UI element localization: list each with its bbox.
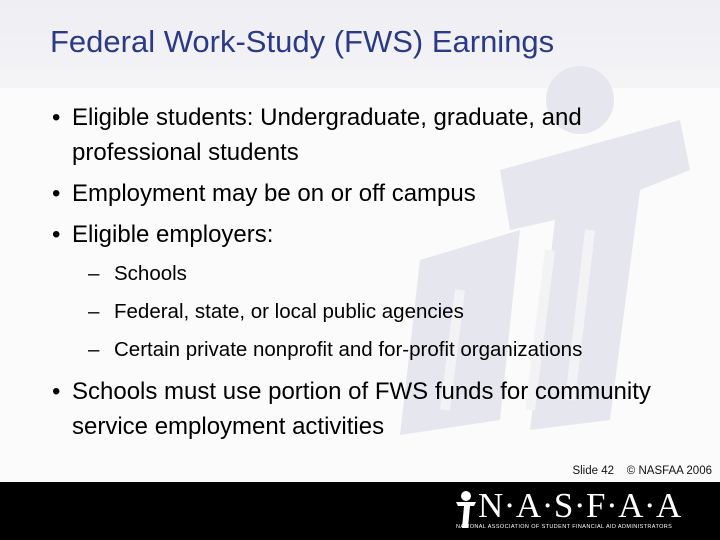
sub-bullet-marker: – <box>88 338 100 361</box>
bullet-text: Schools must use portion of FWS funds for community service employment activities <box>72 378 651 440</box>
bullet-item <box>52 176 702 211</box>
sub-bullet-item <box>52 260 702 288</box>
bullet-marker: • <box>52 221 61 248</box>
bullet-marker: • <box>52 180 61 207</box>
bullet-item <box>52 217 702 252</box>
sub-bullet-item <box>52 298 702 326</box>
nasfaa-logo <box>452 486 716 534</box>
sub-bullet-text: Federal, state, or local public agencies <box>114 300 464 323</box>
sub-bullet-text: Schools <box>114 262 187 285</box>
bullet-item <box>52 374 702 444</box>
bullet-marker: • <box>52 104 61 131</box>
sub-bullet-marker: – <box>88 300 100 323</box>
logo-subtitle: NATIONAL ASSOCIATION OF STUDENT FINANCIAL AID ADMINISTRATORS <box>456 524 673 530</box>
slide-title: Federal Work-Study (FWS) Earnings <box>50 24 555 59</box>
copyright-notice: © NASFAA 2006 <box>626 465 712 477</box>
sub-bullet-marker: – <box>88 262 100 285</box>
sub-bullet-list <box>52 260 702 364</box>
slide-number: Slide 42 <box>572 465 614 477</box>
bullet-marker: • <box>52 378 61 405</box>
slide-body <box>52 100 702 450</box>
slide-footer-note <box>572 465 712 477</box>
sub-bullet-item <box>52 336 702 364</box>
sub-bullet-text: Certain private nonprofit and for-profit organizations <box>114 338 583 361</box>
bullet-text: Eligible employers: <box>72 221 274 248</box>
bullet-item <box>52 100 702 170</box>
bullet-text: Employment may be on or off campus <box>72 180 476 207</box>
logo-wordmark: N·A·S·F·A·A <box>478 486 682 525</box>
bullet-text: Eligible students: Undergraduate, graduate, and professional students <box>72 104 582 166</box>
